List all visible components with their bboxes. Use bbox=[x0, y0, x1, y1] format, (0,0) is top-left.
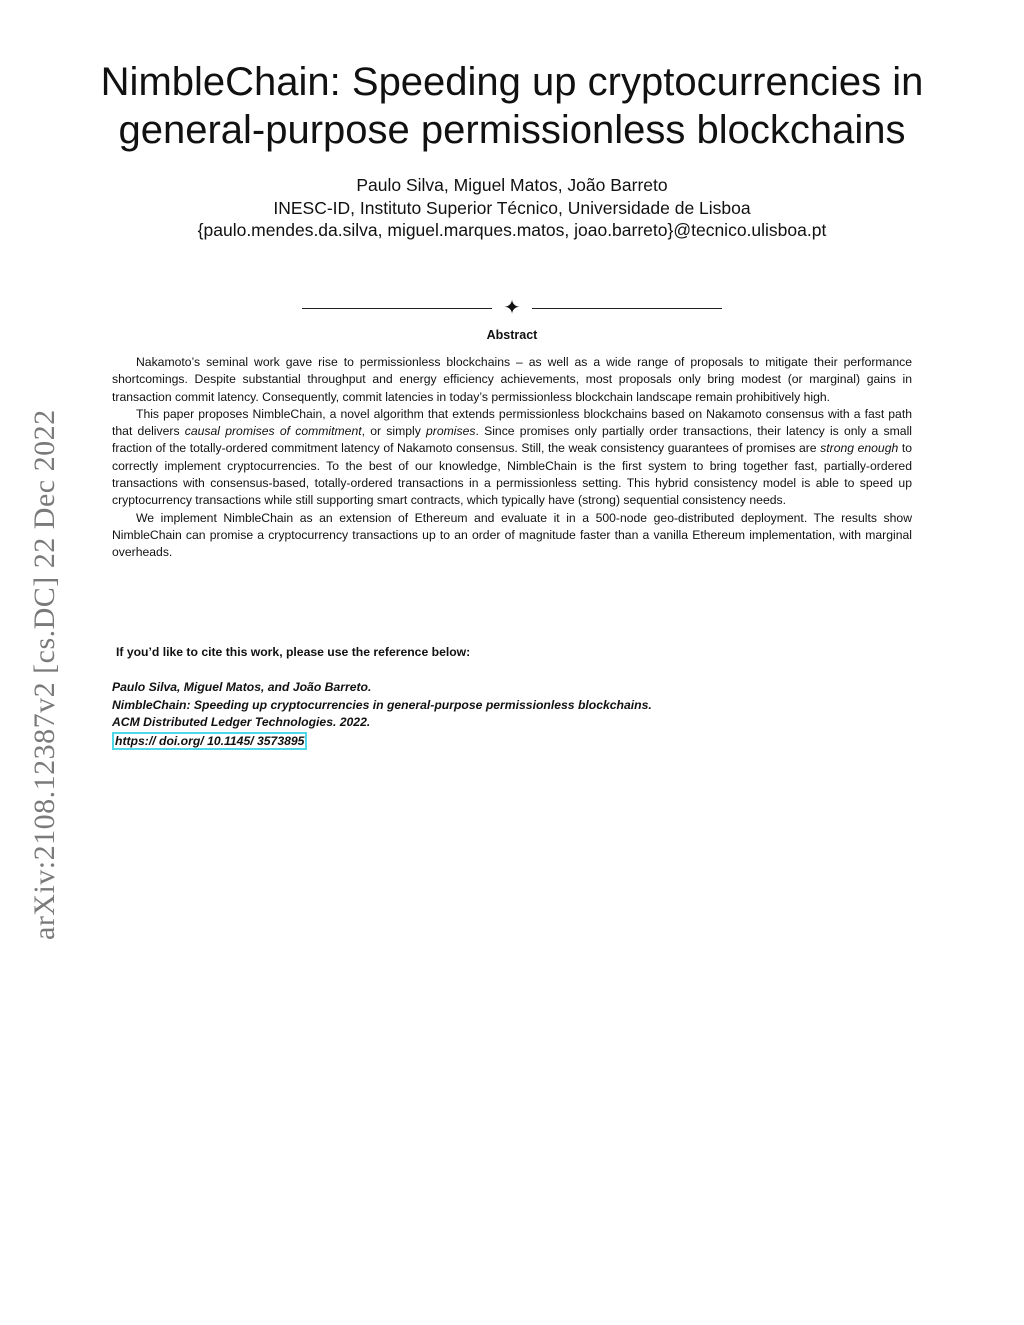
abstract-body bbox=[112, 354, 912, 562]
section-divider bbox=[302, 295, 722, 319]
abstract-p2-emphasis-promises: promises bbox=[426, 424, 476, 439]
author-affiliation: INESC-ID, Instituto Superior Técnico, Universidade de Lisboa bbox=[273, 197, 751, 218]
author-names: Paulo Silva, Miguel Matos, João Barreto bbox=[356, 175, 668, 195]
citation-doi-row bbox=[112, 732, 912, 751]
paper-title-line-2: general-purpose permissionless blockchains bbox=[118, 108, 906, 152]
abstract-p2-text-b: , or simply bbox=[361, 424, 427, 439]
citation-intro: If you’d like to cite this work, please use the reference below: bbox=[116, 645, 471, 659]
abstract-paragraph-3: We implement NimbleChain as an extension of Ethereum and evaluate it in a 500-node geo-distributed deployment. The results show NimbleChain can promise a cryptocurrency transactions up to an order of magnitude faster than a vanilla Ethereum implementation, with marginal overheads. bbox=[112, 510, 912, 560]
citation-venue: ACM Distributed Ledger Technologies. 2022. bbox=[112, 715, 371, 729]
divider-rule-right bbox=[532, 308, 722, 309]
citation-title: NimbleChain: Speeding up cryptocurrencies in general-purpose permissionless blockchains. bbox=[112, 697, 652, 712]
citation-authors: Paulo Silva, Miguel Matos, and João Barreto. bbox=[112, 680, 372, 694]
citation-reference bbox=[112, 679, 912, 750]
abstract-p2-text-d: to correctly implement cryptocurrencies. To the best of our knowledge, NimbleChain is the first system to bring together fast, partially-ordered transactions with consensus-based, totally-ordered transactions in a permissionless setting. This hybrid consistency model is able to speed up cryptocurrency transactions while still supporting smart contracts, which typically have (strong) sequential consistency needs. bbox=[112, 441, 912, 508]
abstract-p2-text-a: This paper proposes NimbleChain, a novel algorithm that extends permissionless blockchains based on Nakamoto consensus with a fast path that delivers bbox=[112, 406, 912, 439]
paper-title-line-1: NimbleChain: Speeding up cryptocurrencies in bbox=[100, 60, 924, 104]
divider-rule-left bbox=[302, 308, 492, 309]
abstract-p2-emphasis-strong-enough: strong enough bbox=[820, 441, 899, 456]
author-block bbox=[60, 174, 964, 242]
paper-title bbox=[60, 58, 964, 154]
abstract-heading: Abstract bbox=[486, 328, 538, 342]
abstract-paragraph-1: Nakamoto’s seminal work gave rise to permissionless blockchains – as well as a wide range of proposals to mitigate their performance shortcomings. Despite substantial throughput and energy efficiency achievements, most proposals only bring modest (or marginal) gains in transaction commit latency. Consequently, commit latencies in today’s permissionless blockchain landscape remain prohibitively high. bbox=[112, 355, 912, 404]
author-emails: {paulo.mendes.da.silva, miguel.marques.matos, joao.barreto}@tecnico.ulisboa.pt bbox=[197, 220, 827, 240]
star-ornament-icon: ✦ bbox=[503, 295, 521, 319]
abstract-p2-text-c: . Since promises only partially order transactions, their latency is only a small fraction of the totally-ordered commitment latency of Nakamoto consensus. Still, the weak consistency guarantees of promises are bbox=[112, 424, 912, 456]
abstract-p2-emphasis-causal-promises: causal promises of commitment bbox=[184, 424, 362, 439]
doi-link[interactable]: https:// doi.org/ 10.1145/ 3573895 bbox=[112, 732, 307, 750]
arxiv-identifier-stamp: arXiv:2108.12387v2 [cs.DC] 22 Dec 2022 bbox=[28, 409, 61, 940]
abstract-paragraph-2 bbox=[112, 406, 912, 510]
